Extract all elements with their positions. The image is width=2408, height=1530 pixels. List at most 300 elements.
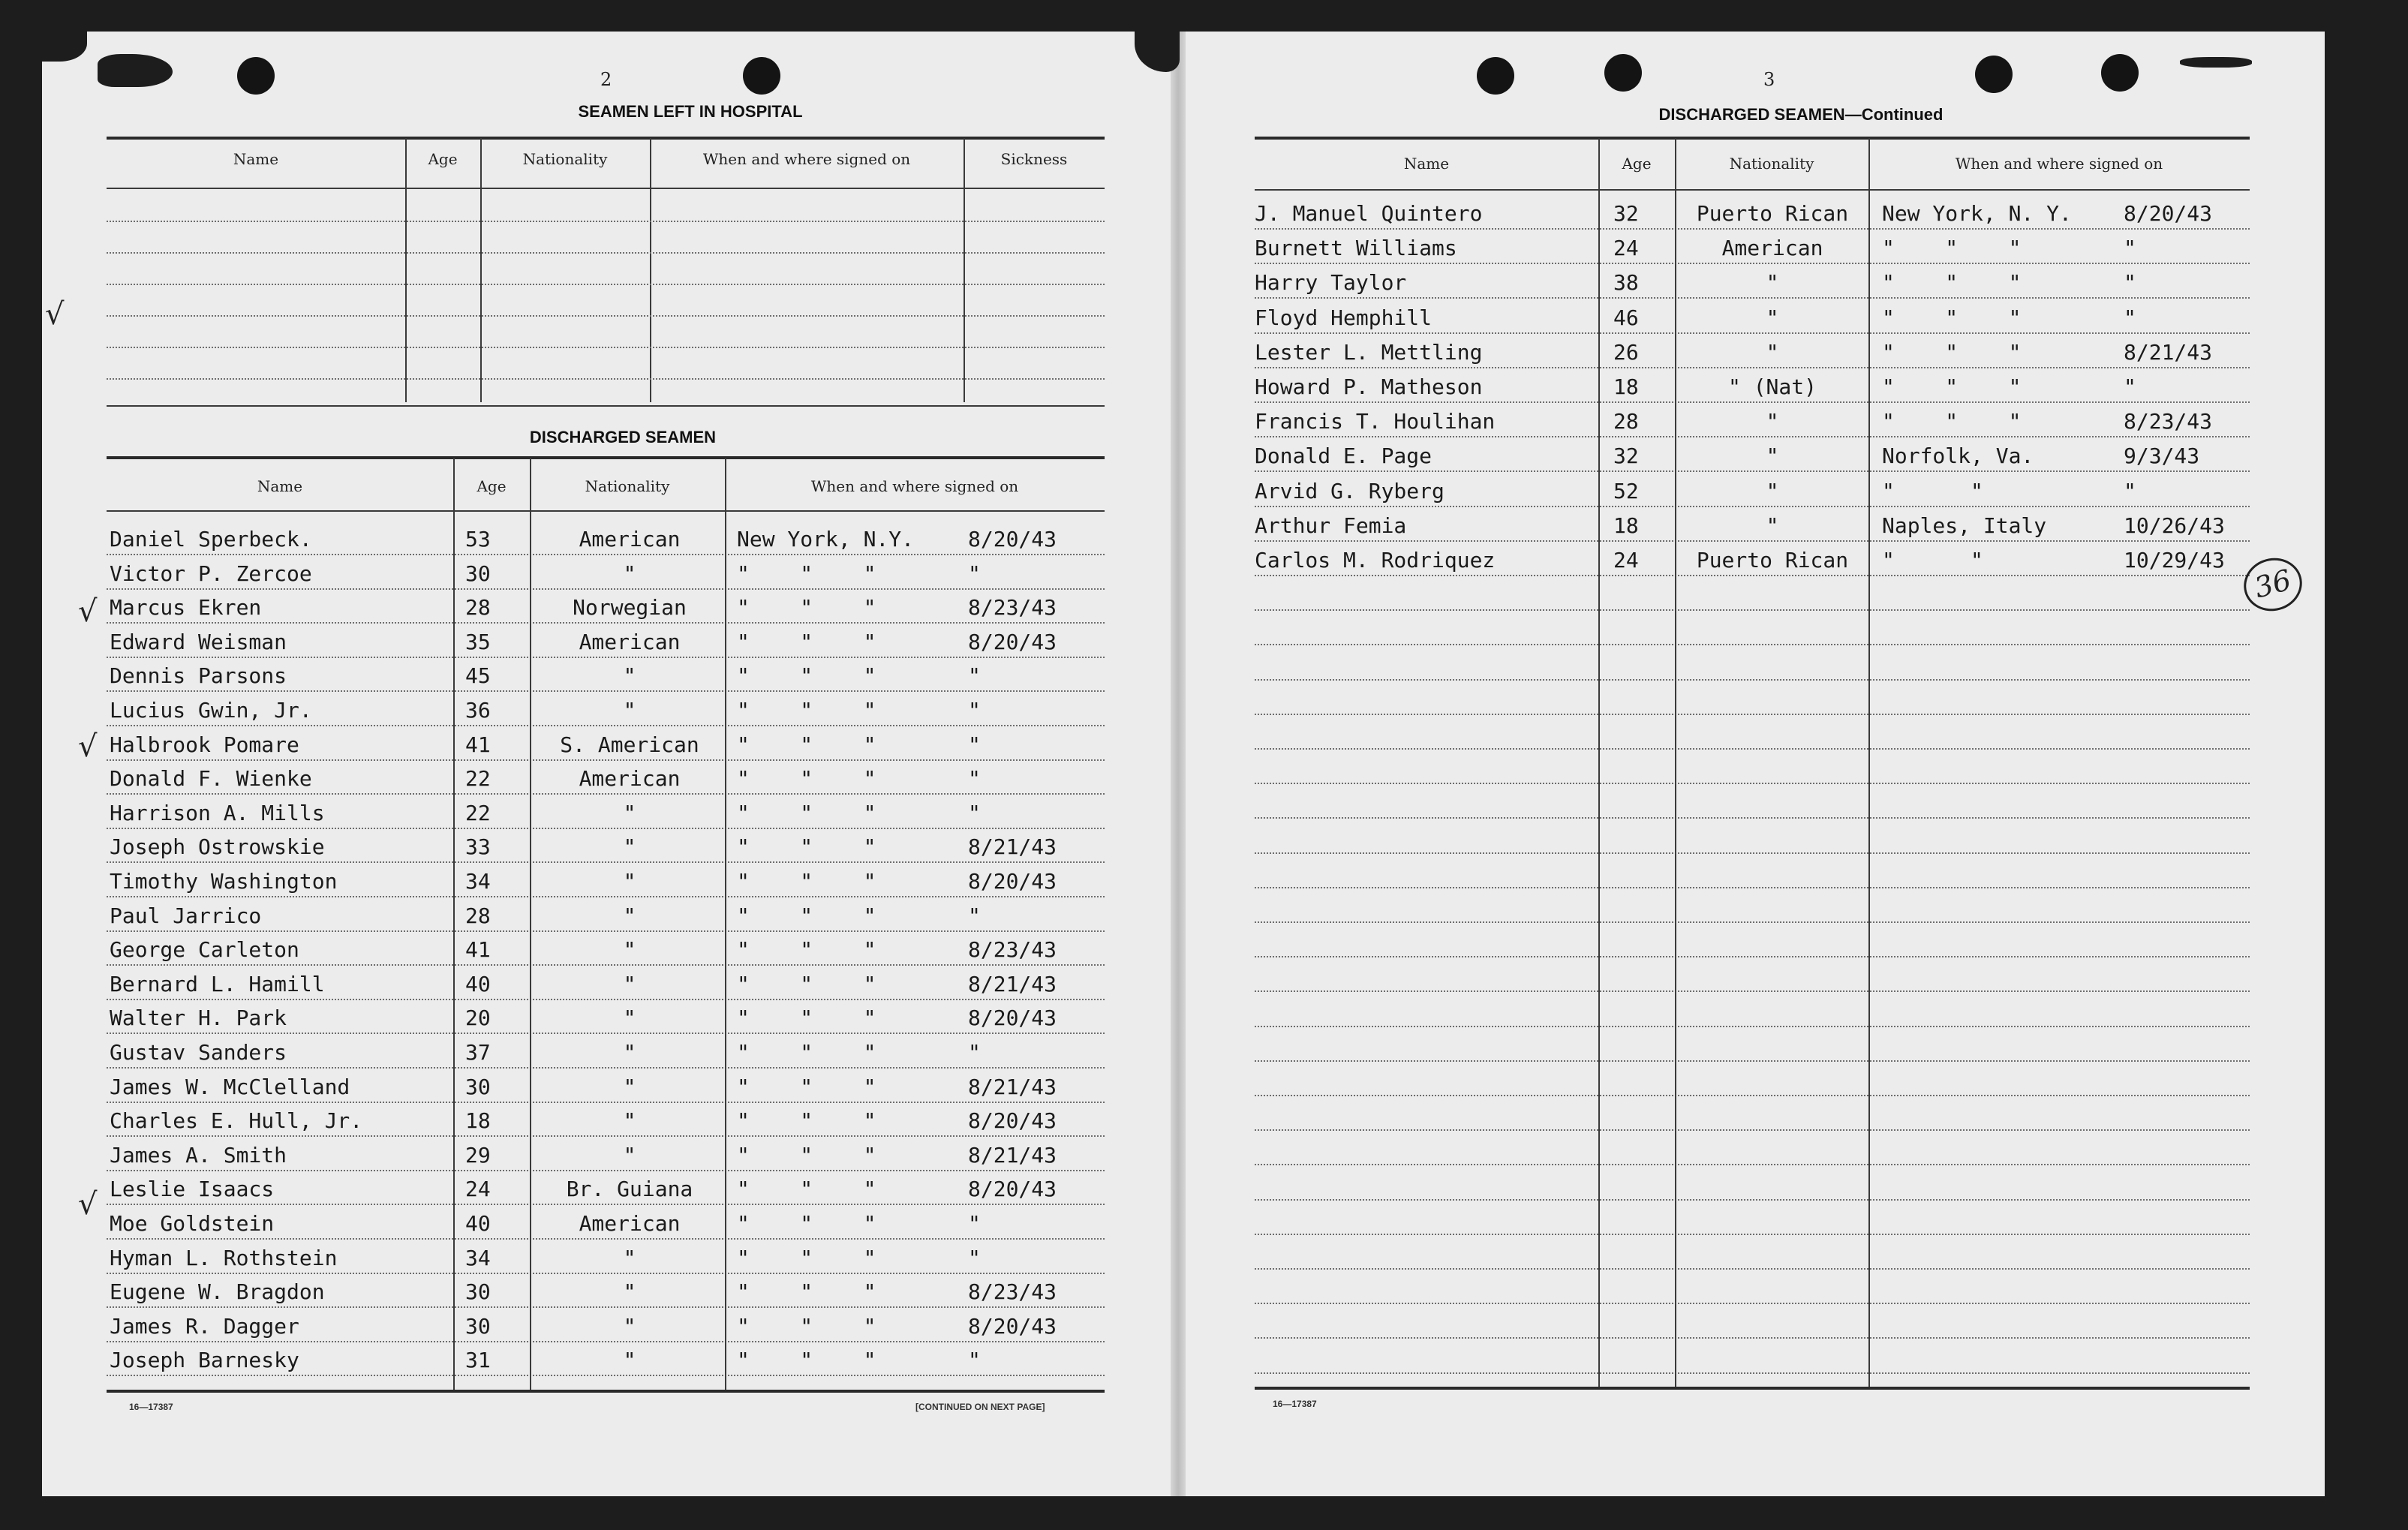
seaman-nationality: " [1766,305,1779,330]
continued-note: [CONTINUED ON NEXT PAGE] [915,1402,1045,1412]
signed-on-place: " " " [737,971,876,996]
table-rule [107,510,1105,512]
signed-on-place: " " " [737,903,876,928]
seaman-name: Joseph Barnesky [110,1348,299,1373]
section-title: SEAMEN LEFT IN HOSPITAL [578,102,803,121]
seaman-name: James A. Smith [110,1142,287,1168]
seaman-nationality: " [623,800,636,825]
left-page [42,32,1181,1496]
signed-on-place: " " " [737,732,876,757]
seaman-name: Gustav Sanders [110,1040,287,1065]
signed-on-place: Naples, Italy [1882,513,2047,538]
seaman-age: 28 [1613,409,1639,434]
row-rule [107,1375,1105,1376]
row-rule [107,378,1105,380]
signed-on-date: " [2124,374,2136,399]
seaman-age: 24 [465,1177,491,1202]
seaman-age: 41 [465,732,491,757]
row-rule [107,1273,1105,1274]
seaman-name: Charles E. Hull, Jr. [110,1108,363,1134]
row-rule [1255,470,2250,472]
signed-on-place: " " " [737,1040,876,1065]
row-rule [107,252,1105,254]
seaman-age: 22 [465,800,491,825]
column-header: When and where signed on [1955,155,2163,173]
row-rule [1255,956,2250,957]
row-rule [107,588,1105,590]
seaman-nationality: " [623,663,636,689]
seaman-nationality: " [623,561,636,586]
signed-on-date: 8/20/43 [968,527,1057,552]
seaman-name: J. Manuel Quintero [1255,201,1483,226]
seaman-name: Joseph Ostrowskie [110,834,325,860]
signed-on-place: " " " [737,800,876,825]
row-rule [107,964,1105,966]
signed-on-date: " [968,903,981,928]
seaman-age: 30 [465,1313,491,1339]
punch-hole [237,57,275,95]
seaman-age: 45 [465,663,491,689]
seaman-name: Carlos M. Rodriquez [1255,548,1496,573]
signed-on-date: 8/20/43 [968,1177,1057,1202]
column-divider [405,138,407,402]
row-rule [1255,1164,2250,1165]
row-rule [107,284,1105,285]
row-rule [107,622,1105,624]
seaman-name: Harrison A. Mills [110,800,325,825]
row-rule [107,828,1105,829]
seaman-nationality: Norwegian [573,595,687,621]
signed-on-place: " " " [737,629,876,654]
row-rule [1255,263,2250,264]
seaman-age: 52 [1613,478,1639,503]
row-rule [1255,1095,2250,1096]
signed-on-place: Norfolk, Va. [1882,443,2034,469]
signed-on-date: " [968,698,981,723]
punch-hole [743,57,780,95]
row-rule [1255,1129,2250,1131]
seaman-name: Arthur Femia [1255,513,1407,538]
signed-on-date: 8/21/43 [2124,339,2213,365]
section-title-continued: —Continued [1844,105,1944,124]
signed-on-place: " " " [737,561,876,586]
column-header: Nationality [1729,155,1814,173]
row-rule [107,999,1105,1000]
check-mark: √ [78,729,98,764]
seaman-nationality: S. American [560,732,699,757]
row-rule [1255,540,2250,542]
row-rule [1255,990,2250,992]
seaman-nationality: American [579,1211,681,1236]
seaman-name: Hyman L. Rothstein [110,1245,338,1270]
signed-on-date: " [968,732,981,757]
seaman-name: Donald E. Page [1255,443,1432,469]
seaman-nationality: " [623,698,636,723]
signed-on-date: " [968,1245,981,1270]
seaman-name: Leslie Isaacs [110,1177,275,1202]
signed-on-place: " " " [1882,339,2022,365]
seaman-nationality: " [623,1108,636,1134]
row-rule [107,315,1105,317]
row-rule [1255,817,2250,819]
signed-on-place: " " " [737,1211,876,1236]
seaman-age: 38 [1613,270,1639,296]
signed-on-date: 8/21/43 [968,1074,1057,1099]
table-rule [107,405,1105,407]
seaman-name: Daniel Sperbeck. [110,527,312,552]
signed-on-place: " " " [1882,305,2022,330]
seaman-age: 26 [1613,339,1639,365]
seaman-age: 20 [465,1005,491,1031]
seaman-age: 18 [1613,513,1639,538]
punch-hole [1975,56,2013,93]
seaman-nationality: Puerto Rican [1696,548,1849,573]
seaman-age: 29 [465,1142,491,1168]
row-rule [107,793,1105,795]
signed-on-date: 8/20/43 [968,1005,1057,1031]
signed-on-date: 8/23/43 [968,595,1057,621]
column-header: Name [1403,155,1450,173]
column-header: Age [428,150,458,168]
signed-on-date: " [2124,236,2136,261]
row-rule [1255,1199,2250,1201]
row-rule [1255,1268,2250,1270]
page-number: 3 [1763,69,1775,90]
seaman-name: Moe Goldstein [110,1211,275,1236]
column-header: Name [233,150,279,168]
signed-on-date: " [968,766,981,792]
signed-on-date: " [2124,478,2136,503]
seaman-age: 30 [465,1279,491,1305]
seaman-nationality: " [1766,339,1779,365]
row-rule [1255,852,2250,854]
seaman-name: Timothy Washington [110,869,338,894]
seaman-name: Eugene W. Bragdon [110,1279,325,1305]
check-mark: √ [78,594,98,629]
signed-on-place: " " " [737,937,876,963]
seaman-nationality: " [623,937,636,963]
section-title-main: DISCHARGED SEAMEN [1658,105,1845,124]
circled-annotation: 36 [2238,552,2307,618]
column-divider [480,138,482,402]
seaman-name: Paul Jarrico [110,903,262,928]
column-header: Nationality [585,477,670,495]
signed-on-place: New York, N. Y. [1882,201,2072,226]
signed-on-place: " " " [1882,236,2022,261]
row-rule [1255,714,2250,715]
seaman-age: 34 [465,1245,491,1270]
column-header: Age [476,477,507,495]
row-rule [1255,679,2250,681]
page-tear [98,54,173,87]
row-rule [107,930,1105,932]
seaman-nationality: " [623,1074,636,1099]
seaman-age: 35 [465,629,491,654]
column-divider [1598,138,1600,1387]
seaman-age: 46 [1613,305,1639,330]
seaman-age: 53 [465,527,491,552]
seaman-age: 36 [465,698,491,723]
seaman-age: 37 [465,1040,491,1065]
seaman-age: 24 [1613,548,1639,573]
seaman-age: 40 [465,1211,491,1236]
signed-on-date: " [2124,305,2136,330]
seaman-name: Harry Taylor [1255,270,1407,296]
seaman-name: Floyd Hemphill [1255,305,1432,330]
row-rule [1255,644,2250,645]
signed-on-date: 8/20/43 [2124,201,2213,226]
seaman-nationality: " [623,1005,636,1031]
column-header: Nationality [522,150,608,168]
row-rule [107,1306,1105,1308]
row-rule [1255,1303,2250,1304]
signed-on-place: " " " [1882,409,2022,434]
signed-on-date: 8/20/43 [968,1108,1057,1134]
signed-on-place: " " [1882,478,1983,503]
row-rule [1255,783,2250,784]
seaman-name: George Carleton [110,937,299,963]
seaman-name: Arvid G. Ryberg [1255,478,1444,503]
seaman-nationality: " [623,1279,636,1305]
signed-on-place: " " " [1882,270,2022,296]
seaman-age: 30 [465,561,491,586]
signed-on-date: 8/23/43 [968,937,1057,963]
seaman-name: Halbrook Pomare [110,732,299,757]
signed-on-date: " [2124,270,2136,296]
table-rule [107,137,1105,140]
signed-on-date: 8/20/43 [968,869,1057,894]
signed-on-date: 8/21/43 [968,834,1057,860]
table-rule [1255,189,2250,191]
row-rule [107,1204,1105,1205]
signed-on-place: " " " [737,766,876,792]
column-divider [964,138,965,402]
seaman-age: 22 [465,766,491,792]
signed-on-place: " " " [737,1005,876,1031]
column-header: Sickness [1000,150,1068,168]
punch-hole [1604,54,1642,92]
table-rule [107,1390,1105,1393]
page-number: 2 [600,69,612,90]
row-rule [107,690,1105,692]
seaman-nationality: " [1766,443,1779,469]
seaman-name: James W. McClelland [110,1074,350,1099]
signed-on-place: " " " [737,1348,876,1373]
table-rule [107,188,1105,189]
form-number: 16—17387 [1273,1399,1317,1409]
seaman-nationality: " (Nat) [1727,374,1817,399]
seaman-age: 41 [465,937,491,963]
seaman-nationality: " [1766,270,1779,296]
row-rule [1255,921,2250,923]
row-rule [1255,1372,2250,1374]
signed-on-place: " " " [737,1245,876,1270]
signed-on-place: " " " [737,869,876,894]
seaman-name: Burnett Williams [1255,236,1457,261]
row-rule [107,1170,1105,1171]
seaman-nationality: " [623,1313,636,1339]
row-rule [107,896,1105,897]
row-rule [1255,609,2250,611]
row-rule [107,861,1105,863]
signed-on-date: 10/29/43 [2124,548,2225,573]
row-rule [1255,887,2250,888]
row-rule [107,725,1105,726]
seaman-age: 40 [465,971,491,996]
column-divider [1868,138,1870,1387]
page-tear [2180,57,2252,68]
seaman-nationality: Puerto Rican [1696,201,1849,226]
signed-on-date: 9/3/43 [2124,443,2200,469]
row-rule [107,1341,1105,1342]
seaman-name: Lucius Gwin, Jr. [110,698,312,723]
seaman-name: Dennis Parsons [110,663,287,689]
seaman-nationality: " [623,903,636,928]
seaman-age: 28 [465,903,491,928]
seaman-age: 30 [465,1074,491,1099]
signed-on-date: 8/21/43 [968,971,1057,996]
signed-on-place: " " " [737,834,876,860]
column-header: Age [1622,155,1652,173]
seaman-age: 31 [465,1348,491,1373]
section-title [1501,105,2101,125]
signed-on-place: " " " [737,1074,876,1099]
seaman-age: 33 [465,834,491,860]
column-divider [530,458,531,1390]
signed-on-place: " " " [737,698,876,723]
row-rule [107,657,1105,658]
seaman-name: Victor P. Zercoe [110,561,312,586]
check-mark: √ [45,297,65,332]
seaman-name: Francis T. Houlihan [1255,409,1496,434]
seaman-nationality: " [1766,478,1779,503]
column-divider [1675,138,1676,1387]
seaman-nationality: " [1766,513,1779,538]
seaman-age: 28 [465,595,491,621]
seaman-age: 32 [1613,443,1639,469]
row-rule [1255,1026,2250,1027]
column-divider [725,458,726,1390]
check-mark: √ [78,1187,98,1222]
seaman-nationality: " [623,971,636,996]
signed-on-place: " " " [737,1313,876,1339]
row-rule [1255,228,2250,230]
signed-on-place: " " [1882,548,1983,573]
signed-on-date: " [968,1348,981,1373]
signed-on-date: 10/26/43 [2124,513,2225,538]
seaman-name: Howard P. Matheson [1255,374,1483,399]
signed-on-place: " " " [737,1108,876,1134]
row-rule [1255,436,2250,437]
signed-on-place: " " " [737,1177,876,1202]
seaman-name: Edward Weisman [110,629,287,654]
seaman-age: 24 [1613,236,1639,261]
table-rule [1255,1387,2250,1390]
seaman-age: 18 [1613,374,1639,399]
signed-on-place: " " " [1882,374,2022,399]
seaman-nationality: American [579,629,681,654]
row-rule [1255,1060,2250,1062]
seaman-age: 34 [465,869,491,894]
seaman-nationality: " [1766,409,1779,434]
seaman-nationality: American [579,766,681,792]
row-rule [1255,506,2250,507]
signed-on-place: " " " [737,595,876,621]
row-rule [107,221,1105,222]
seaman-name: Marcus Ekren [110,595,262,621]
form-number: 16—17387 [129,1402,173,1412]
seaman-nationality: American [579,527,681,552]
column-divider [453,458,455,1390]
seaman-nationality: " [623,834,636,860]
punch-hole [1477,57,1514,95]
seaman-name: Bernard L. Hamill [110,971,325,996]
signed-on-place: " " " [737,1142,876,1168]
seaman-nationality: " [623,869,636,894]
signed-on-date: 8/23/43 [968,1279,1057,1305]
row-rule [1255,575,2250,576]
seaman-age: 32 [1613,201,1639,226]
row-rule [107,1067,1105,1069]
row-rule [107,1033,1105,1034]
row-rule [1255,297,2250,299]
seaman-nationality: Br. Guiana [566,1177,693,1202]
signed-on-date: " [968,1211,981,1236]
page-gutter [1171,32,1186,1496]
row-rule [107,1135,1105,1137]
row-rule [1255,748,2250,750]
seaman-name: Donald F. Wienke [110,766,312,792]
signed-on-place: " " " [737,663,876,689]
signed-on-date: 8/23/43 [2124,409,2213,434]
seaman-nationality: " [623,1142,636,1168]
signed-on-place: " " " [737,1279,876,1305]
signed-on-date: 8/21/43 [968,1142,1057,1168]
seaman-name: Walter H. Park [110,1005,287,1031]
signed-on-date: " [968,1040,981,1065]
column-divider [650,138,651,402]
seaman-name: Lester L. Mettling [1255,339,1483,365]
punch-hole [2101,54,2139,92]
signed-on-date: 8/20/43 [968,629,1057,654]
row-rule [1255,332,2250,334]
signed-on-date: " [968,561,981,586]
seaman-nationality: " [623,1245,636,1270]
row-rule [107,554,1105,555]
table-rule [107,456,1105,459]
row-rule [107,759,1105,761]
signed-on-place: New York, N.Y. [737,527,915,552]
signed-on-date: 8/20/43 [968,1313,1057,1339]
row-rule [1255,1337,2250,1339]
column-header: Name [257,477,303,495]
row-rule [107,1102,1105,1103]
seaman-name: James R. Dagger [110,1313,299,1339]
column-header: When and where signed on [810,477,1019,495]
signed-on-date: " [968,800,981,825]
row-rule [1255,367,2250,368]
row-rule [1255,1234,2250,1235]
column-header: When and where signed on [702,150,911,168]
section-title: DISCHARGED SEAMEN [529,428,717,446]
seaman-nationality: American [1721,236,1823,261]
seaman-nationality: " [623,1040,636,1065]
seaman-age: 18 [465,1108,491,1134]
row-rule [107,1238,1105,1240]
seaman-nationality: " [623,1348,636,1373]
row-rule [1255,401,2250,403]
row-rule [107,347,1105,348]
